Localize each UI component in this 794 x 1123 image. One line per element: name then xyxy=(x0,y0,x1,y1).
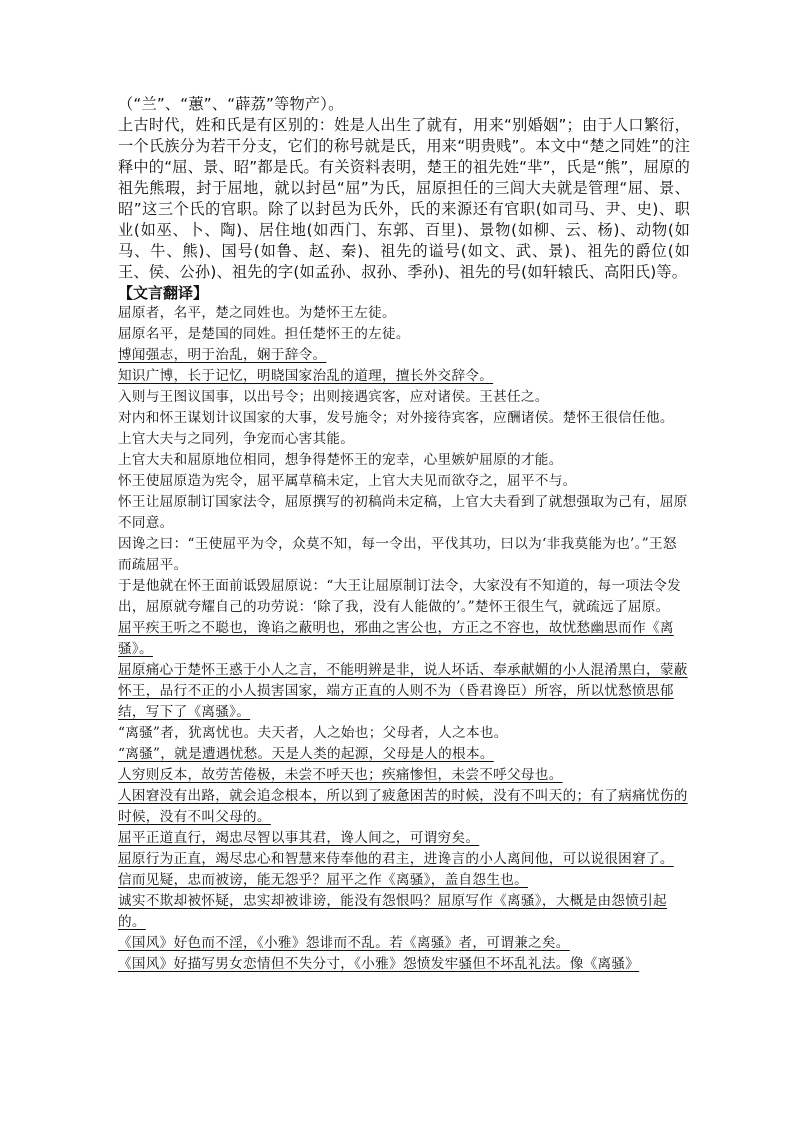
classical-text-line: 屈平正道直行，竭忠尽智以事其君，谗人间之，可谓穷矣。 xyxy=(118,830,480,846)
translation-line: 屈原痛心于楚怀王惑于小人之言，不能明辨是非，说人坏话、奉承献媚的小人混淆黑白，蒙蔽怀王，品行不正的小人损害国家，端方正直的人则不为（昏君谗臣）所容，所以忧愁愤思郁结，写下了《离骚》。 xyxy=(118,662,688,720)
translation-line: 屈原名平，是楚国的同姓。担任楚怀王的左徒。 xyxy=(118,326,410,342)
translation-line: 人困窘没有出路，就会追念根本，所以到了疲惫困苦的时候，没有不叫天的；有了病痛忧伤的时候，没有不叫父母的。 xyxy=(118,788,688,825)
translation-line: 怀王让屈原制订国家法令，屈原撰写的初稿尚未定稿，上官大夫看到了就想强取为己有，屈原不同意。 xyxy=(118,494,688,531)
classical-text-line: 《国风》好色而不淫，《小雅》怨诽而不乱。若《离骚》者，可谓兼之矣。 xyxy=(118,935,570,951)
translation-line: 上官大夫和屈原地位相同，想争得楚怀王的宠幸，心里嫉妒屈原的才能。 xyxy=(118,452,563,468)
intro-paragraph-1: （“兰”、“蕙”、“薜荔”等物产）。 xyxy=(118,95,344,113)
document-page xyxy=(118,94,690,975)
translation-lines xyxy=(118,303,690,975)
classical-text-line: 屈平疾王听之不聪也，谗谄之蔽明也，邪曲之害公也，方正之不容也，故忧愁幽思而作《离骚》。 xyxy=(118,620,674,657)
classical-text-line: “离骚”者，犹离忧也。夫天者，人之始也；父母者，人之本也。 xyxy=(118,725,508,741)
classical-text-line: 信而见疑，忠而被谤，能无怨乎？屈平之作《离骚》，盖自怨生也。 xyxy=(118,872,529,888)
section-heading: 【文言翻译】 xyxy=(118,284,209,302)
translation-line: 于是他就在怀王面前诋毁屈原说：“大王让屈原制订法令，大家没有不知道的，每一项法令发出，屈原就夸耀自己的功劳说：‘除了我，没有人能做的’。”楚怀王很生气，就疏远了屈原。 xyxy=(118,578,681,615)
translation-line: 知识广博，长于记忆，明晓国家治乱的道理，擅长外交辞令。 xyxy=(118,368,494,384)
classical-text-line: 博闻强志，明于治乱，娴于辞令。 xyxy=(118,347,327,363)
classical-text-line: 屈原者，名平，楚之同姓也。为楚怀王左徒。 xyxy=(118,305,396,321)
classical-text-line: 因谗之曰：“王使屈平为令，众莫不知，每一令出，平伐其功，曰以为‘非我莫能为也’。”王怒而疏屈平。 xyxy=(118,536,677,573)
classical-text-line: 上官大夫与之同列，争宠而心害其能。 xyxy=(118,431,355,447)
intro-paragraph-2: 上古时代，姓和氏是有区别的：姓是人出生了就有，用来“别婚姻”；由于人口繁衍，一个氏族分为若干分支，它们的称号就是氏，用来“明贵贱”。本文中“楚之同姓”的注释中的“屈、景、昭”都是氏。有关资料表明，楚王的祖先姓“芈”，氏是“熊”，屈原的祖先熊瑕，封于屈地，就以封邑“屈”为氏，屈原担任的三闾大夫就是管理“屈、景、昭”这三个氏的官职。除了以封邑为氏外，氏的来源还有官职(如司马、尹、史)、职业(如巫、卜、陶)、居住地(如西门、东郭、百里)、景物(如柳、云、杨)、动物(如马、牛、熊)、国号(如鲁、赵、秦)、祖先的谥号(如文、武、景)、祖先的爵位(如王、侯、公孙)、祖先的字(如孟孙、叔孙、季孙)、祖先的号(如轩辕氏、高阳氏)等。 xyxy=(118,116,690,281)
translation-line: “离骚”，就是遭遇忧愁。天是人类的起源，父母是人的根本。 xyxy=(118,746,494,762)
classical-text-line: 入则与王图议国事，以出号令；出则接遇宾客，应对诸侯。王甚任之。 xyxy=(118,389,549,405)
classical-text-line: 怀王使屈原造为宪令，屈平属草稿未定，上官大夫见而欲夺之，屈平不与。 xyxy=(118,473,577,489)
translation-line: 对内和怀王谋划计议国家的大事，发号施令；对外接待宾客，应酬诸侯。楚怀王很信任他。 xyxy=(118,410,674,426)
translation-line: 《国风》好描写男女恋情但不失分寸，《小雅》怨愤发牢骚但不坏乱礼法。像《离骚》 xyxy=(118,956,640,972)
translation-line: 诚实不欺却被怀疑，忠实却被诽谤，能没有怨恨吗？屈原写作《离骚》，大概是由怨愤引起的。 xyxy=(118,893,667,930)
translation-line: 屈原行为正直，竭尽忠心和智慧来侍奉他的君主，进谗言的小人离间他，可以说很困窘了。 xyxy=(118,851,674,867)
classical-text-line: 人穷则反本，故劳苦倦极，未尝不呼天也；疾痛惨怛，未尝不呼父母也。 xyxy=(118,767,563,783)
intro-section xyxy=(118,94,690,283)
